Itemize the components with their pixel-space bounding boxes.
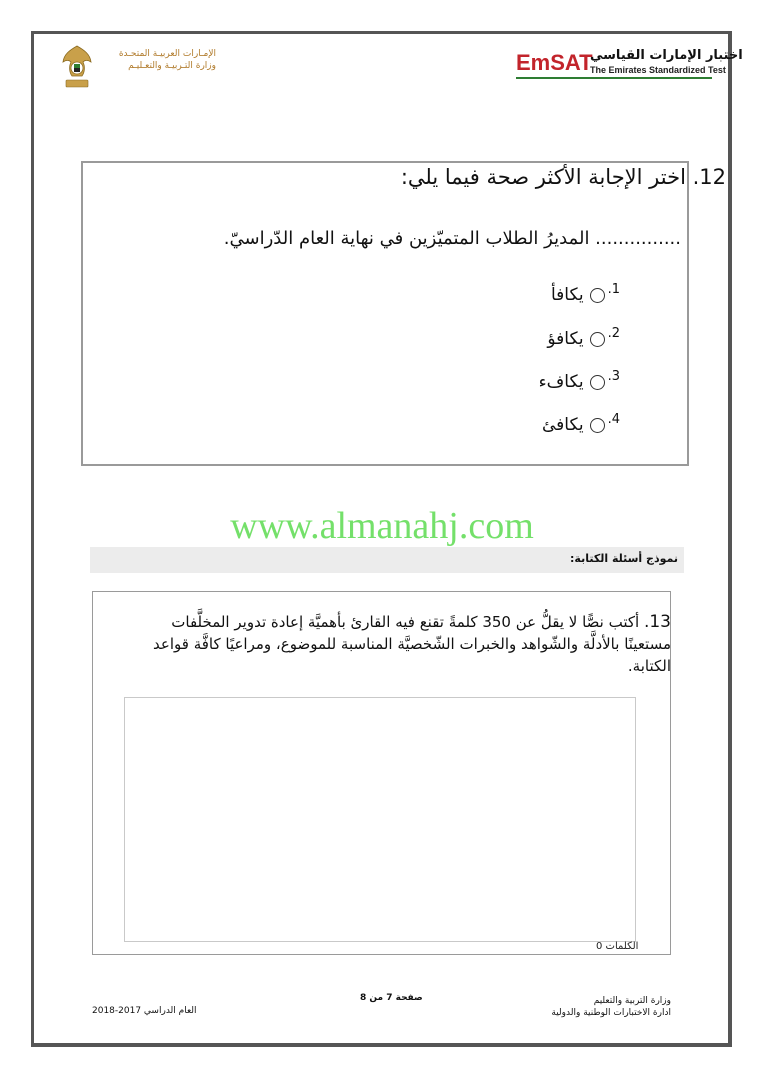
radio-button-icon[interactable] — [590, 418, 605, 433]
section-header — [90, 547, 684, 573]
emsat-english-name: The Emirates Standardized Test — [590, 65, 726, 75]
footer-ministry-line2: ادارة الاختبارات الوطنية والدولية — [551, 1008, 671, 1018]
word-count: الكلمات 0 — [596, 941, 639, 952]
option-1[interactable] — [551, 282, 620, 308]
option-number: 4. — [607, 411, 620, 427]
radio-button-icon[interactable] — [590, 288, 605, 303]
page-number: صفحة 7 من 8 — [360, 993, 423, 1003]
footer-ministry — [551, 995, 671, 1019]
question12-sentence: ............... المديرُ الطلاب المتميّزين في نهاية العام الدّراسيّ. — [223, 228, 681, 249]
ministry-name — [96, 48, 216, 72]
option-3[interactable] — [539, 369, 620, 395]
option-label: يكافأ — [550, 285, 584, 305]
question13-number: 13. — [643, 612, 671, 632]
emsat-logo — [516, 48, 743, 82]
emsat-arabic-name: اختبار الإمارات القياسي — [590, 48, 743, 63]
question13-prompt — [131, 611, 671, 677]
radio-button-icon[interactable] — [590, 332, 605, 347]
question12-title: 12. اختر الإجابة الأكثر صحة فيما يلي: — [400, 165, 726, 189]
option-number: 1. — [607, 281, 620, 297]
option-label: يكافؤ — [547, 329, 584, 349]
ministry-line1: الإمـارات العربيـة المتحـدة — [118, 49, 216, 59]
option-label: يكافئ — [541, 415, 584, 435]
uae-emblem-icon — [60, 44, 94, 90]
ministry-line2: وزارة التـربيـة والتعـليـم — [128, 61, 216, 71]
emsat-brand: EmSAT — [516, 50, 593, 75]
option-label: يكافء — [538, 372, 584, 392]
option-2[interactable] — [547, 326, 620, 352]
academic-year: العام الدراسي 2017-2018 — [92, 1006, 197, 1016]
section-title: نموذج أسئلة الكتابة: — [570, 552, 678, 565]
question13-text: أكتب نصًّا لا يقلُّ عن 350 كلمةً تقنع فيه القارئ بأهميَّة إعادة تدوير المخلَّفات مستعينًا بالأدلَّة والشّواهد والخبرات الشّخصيَّة المناسبة للموضوع، ومراعيًا كافَّة قواعد الكتابة. — [153, 613, 671, 675]
emsat-underline — [516, 77, 712, 79]
watermark: www.almanahj.com — [230, 505, 534, 547]
ministry-logo — [60, 44, 220, 92]
option-number: 3. — [607, 368, 620, 384]
option-number: 2. — [607, 325, 620, 341]
option-4[interactable] — [542, 412, 620, 438]
essay-answer-field[interactable] — [124, 697, 636, 942]
footer-ministry-line1: وزارة التربية والتعليم — [593, 996, 671, 1006]
radio-button-icon[interactable] — [590, 375, 605, 390]
